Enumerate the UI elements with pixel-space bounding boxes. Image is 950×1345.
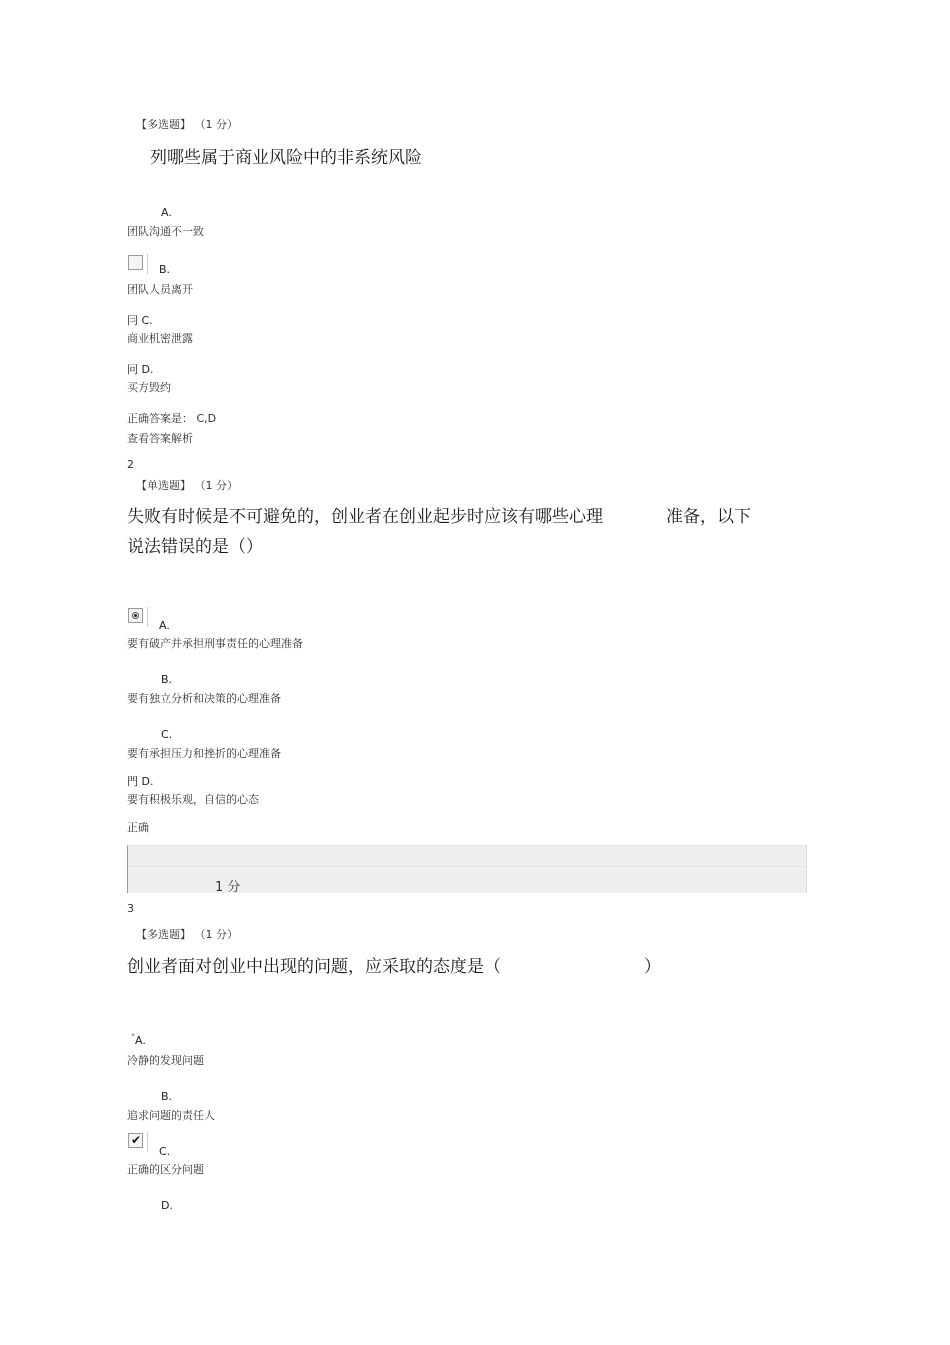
q3-option-c-checkbox[interactable] — [128, 1133, 143, 1148]
q3-option-a-checkbox-mark[interactable]: " — [131, 1033, 136, 1043]
q1-type: 【多选题】 （1 分） — [136, 118, 238, 131]
q2-option-c-letter[interactable]: C. — [161, 728, 173, 741]
q2-option-d-text: 要有积极乐观，自信的心态 — [127, 793, 259, 806]
q3-option-c-letter[interactable]: C. — [159, 1145, 171, 1158]
q1-option-d-text: 买方毁约 — [127, 381, 171, 394]
q2-type: 【单选题】 （1 分） — [136, 479, 238, 492]
radio-selected-icon — [132, 612, 139, 619]
q1-option-c-letter[interactable]: 冃 C. — [127, 314, 153, 327]
q3-option-c-text: 正确的区分问题 — [127, 1163, 204, 1176]
q2-stem-line2: 说法错误的是（） — [127, 537, 263, 557]
q1-option-b-checkbox[interactable] — [128, 255, 143, 270]
q3-option-a-letter[interactable]: A. — [135, 1034, 146, 1047]
q1-option-b-text: 团队人员离开 — [127, 283, 193, 296]
q1-option-c-text: 商业机密泄露 — [127, 332, 193, 345]
q1-option-a-letter[interactable]: A. — [161, 206, 172, 219]
q2-result: 正确 — [127, 821, 149, 834]
q3-option-b-letter[interactable]: B. — [161, 1090, 173, 1103]
q3-option-d-letter[interactable]: D. — [161, 1199, 173, 1212]
q3-option-a-text: 冷静的发现问题 — [127, 1054, 204, 1067]
q2-option-b-letter[interactable]: B. — [161, 673, 173, 686]
q2-option-a-radio[interactable] — [128, 608, 143, 623]
q1-view-analysis-link[interactable]: 查看答案解析 — [127, 432, 193, 445]
q3-stem-a: 创业者面对创业中出现的问题，应采取的态度是（ — [127, 957, 501, 977]
q2-option-c-text: 要有承担压力和挫折的心理准备 — [127, 747, 281, 760]
q2-option-a-letter[interactable]: A. — [159, 619, 170, 632]
q3-stem-b: ） — [644, 957, 661, 977]
q2-option-d-letter[interactable]: 門 D. — [127, 775, 154, 788]
q1-option-b-letter[interactable]: B. — [159, 263, 171, 276]
q2-stem-line1a: 失败有时候是不可避免的，创业者在创业起步时应该有哪些心理 — [127, 507, 603, 527]
score-panel-divider — [128, 866, 806, 867]
q1-option-a-text: 团队沟通不一致 — [127, 225, 204, 238]
q3-number: 3 — [127, 902, 134, 915]
q2-score: 1 分 — [215, 880, 241, 895]
q2-option-a-text: 要有破产并承担刑事责任的心理准备 — [127, 637, 303, 650]
q2-score-panel — [127, 845, 807, 893]
q3-option-b-text: 追求问题的责任人 — [127, 1109, 215, 1122]
q1-correct-answer: 正确答案是： C,D — [127, 412, 217, 425]
q2-number: 2 — [127, 458, 134, 471]
checkmark-icon: ✔ — [131, 1133, 142, 1147]
q1-stem: 列哪些属于商业风险中的非系统风险 — [150, 148, 422, 168]
q3-type: 【多选题】 （1 分） — [136, 928, 238, 941]
q2-option-b-text: 要有独立分析和决策的心理准备 — [127, 692, 281, 705]
q1-option-d-letter[interactable]: 冋 D. — [127, 363, 154, 376]
q2-stem-line1b: 准备，以下 — [666, 507, 751, 527]
